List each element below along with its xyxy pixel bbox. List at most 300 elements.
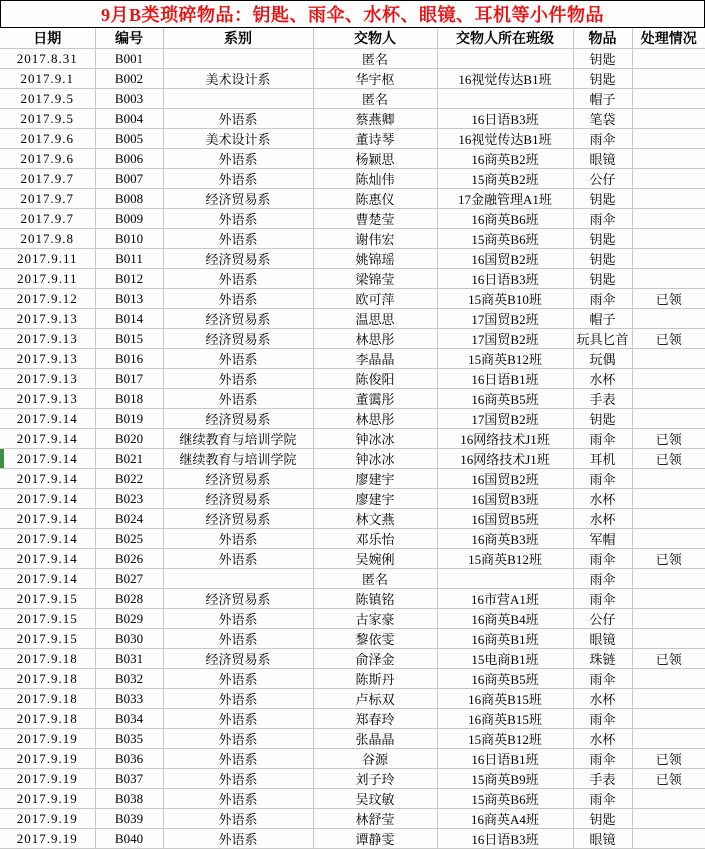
cell-status[interactable]: [632, 349, 705, 369]
cell-date[interactable]: 2017.9.19: [0, 749, 95, 769]
cell-item[interactable]: 雨伞: [573, 789, 632, 809]
cell-date[interactable]: 2017.9.13: [0, 309, 95, 329]
cell-item[interactable]: 帽子: [573, 89, 632, 109]
cell-date[interactable]: 2017.9.18: [0, 649, 95, 669]
cell-id[interactable]: B029: [95, 609, 163, 629]
cell-person[interactable]: 林思彤: [313, 329, 437, 349]
cell-person[interactable]: 陈斯丹: [313, 669, 437, 689]
cell-person[interactable]: 姚锦瑶: [313, 249, 437, 269]
cell-date[interactable]: 2017.9.14: [0, 449, 95, 469]
cell-id[interactable]: B027: [95, 569, 163, 589]
cell-item[interactable]: 雨伞: [573, 209, 632, 229]
cell-item[interactable]: 雨伞: [573, 749, 632, 769]
cell-item[interactable]: 钥匙: [573, 809, 632, 829]
cell-person[interactable]: 谭静雯: [313, 829, 437, 849]
cell-class[interactable]: 15商英B12班: [437, 729, 573, 749]
cell-dept[interactable]: 外语系: [163, 109, 313, 129]
cell-id[interactable]: B004: [95, 109, 163, 129]
cell-class[interactable]: 16国贸B2班: [437, 469, 573, 489]
cell-date[interactable]: 2017.9.14: [0, 429, 95, 449]
cell-person[interactable]: 刘子玲: [313, 769, 437, 789]
cell-dept[interactable]: 经济贸易系: [163, 309, 313, 329]
cell-id[interactable]: B028: [95, 589, 163, 609]
cell-item[interactable]: 雨伞: [573, 549, 632, 569]
cell-date[interactable]: 2017.9.18: [0, 709, 95, 729]
cell-dept[interactable]: 继续教育与培训学院: [163, 429, 313, 449]
cell-item[interactable]: 公仔: [573, 609, 632, 629]
cell-date[interactable]: 2017.9.7: [0, 189, 95, 209]
cell-class[interactable]: 16商英B3班: [437, 529, 573, 549]
cell-id[interactable]: B023: [95, 489, 163, 509]
cell-id[interactable]: B001: [95, 49, 163, 69]
cell-class[interactable]: 16日语B3班: [437, 269, 573, 289]
cell-item[interactable]: 眼镜: [573, 149, 632, 169]
title-cell[interactable]: [0, 0, 705, 28]
cell-person[interactable]: 吴玟敏: [313, 789, 437, 809]
table-row: [0, 389, 705, 409]
cell-id[interactable]: B006: [95, 149, 163, 169]
cell-dept[interactable]: 外语系: [163, 349, 313, 369]
cell-date[interactable]: 2017.9.19: [0, 729, 95, 749]
cell-item[interactable]: 水杯: [573, 689, 632, 709]
cell-class[interactable]: 16商英B15班: [437, 689, 573, 709]
header-status[interactable]: 处理情况: [632, 28, 705, 49]
cell-class[interactable]: 16商英B1班: [437, 629, 573, 649]
cell-item[interactable]: 水杯: [573, 729, 632, 749]
cell-status[interactable]: [632, 689, 705, 709]
cell-person[interactable]: 董诗琴: [313, 129, 437, 149]
cell-status[interactable]: [632, 249, 705, 269]
cell-class[interactable]: 16网络技术J1班: [437, 449, 573, 469]
cell-id[interactable]: B039: [95, 809, 163, 829]
cell-dept[interactable]: 外语系: [163, 769, 313, 789]
cell-status[interactable]: 已领: [632, 329, 705, 349]
cell-item[interactable]: 钥匙: [573, 269, 632, 289]
cell-id[interactable]: B036: [95, 749, 163, 769]
cell-item[interactable]: 雨伞: [573, 669, 632, 689]
header-person[interactable]: 交物人: [313, 28, 437, 49]
cell-date[interactable]: 2017.9.13: [0, 369, 95, 389]
cell-class[interactable]: 16视觉传达B1班: [437, 69, 573, 89]
cell-status[interactable]: 已领: [632, 649, 705, 669]
cell-item[interactable]: 雨伞: [573, 289, 632, 309]
cell-item[interactable]: 手表: [573, 389, 632, 409]
cell-person[interactable]: 陈惠仪: [313, 189, 437, 209]
cell-date[interactable]: 2017.9.6: [0, 129, 95, 149]
cell-id[interactable]: B033: [95, 689, 163, 709]
cell-item[interactable]: 帽子: [573, 309, 632, 329]
cell-dept[interactable]: 外语系: [163, 389, 313, 409]
cell-date[interactable]: 2017.9.15: [0, 629, 95, 649]
cell-item[interactable]: 水杯: [573, 489, 632, 509]
cell-date[interactable]: 2017.9.5: [0, 109, 95, 129]
cell-date[interactable]: 2017.9.13: [0, 389, 95, 409]
cell-date[interactable]: 2017.9.19: [0, 829, 95, 849]
cell-person[interactable]: 钟冰冰: [313, 449, 437, 469]
cell-person[interactable]: 匿名: [313, 89, 437, 109]
table-row: [0, 129, 705, 149]
table-row: [0, 49, 705, 69]
cell-dept[interactable]: 外语系: [163, 269, 313, 289]
cell-person[interactable]: 卢标双: [313, 689, 437, 709]
cell-item[interactable]: 手表: [573, 769, 632, 789]
cell-id[interactable]: B018: [95, 389, 163, 409]
cell-class[interactable]: 15商英B12班: [437, 349, 573, 369]
cell-person[interactable]: 谢伟宏: [313, 229, 437, 249]
cell-status[interactable]: [632, 509, 705, 529]
cell-status[interactable]: 已领: [632, 549, 705, 569]
cell-status[interactable]: [632, 829, 705, 849]
cell-item[interactable]: 钥匙: [573, 189, 632, 209]
cell-date[interactable]: 2017.9.12: [0, 289, 95, 309]
cell-class[interactable]: 16日语B1班: [437, 749, 573, 769]
cell-class[interactable]: 17金融管理A1班: [437, 189, 573, 209]
cell-dept[interactable]: 经济贸易系: [163, 649, 313, 669]
cell-date[interactable]: 2017.9.18: [0, 669, 95, 689]
cell-class[interactable]: [437, 49, 573, 69]
cell-status[interactable]: [632, 709, 705, 729]
cell-id[interactable]: B005: [95, 129, 163, 149]
header-dept[interactable]: 系别: [163, 28, 313, 49]
cell-id[interactable]: B037: [95, 769, 163, 789]
cell-item[interactable]: 雨伞: [573, 469, 632, 489]
cell-person[interactable]: 廖建宇: [313, 469, 437, 489]
cell-dept[interactable]: 经济贸易系: [163, 189, 313, 209]
cell-status[interactable]: [632, 569, 705, 589]
cell-id[interactable]: B021: [95, 449, 163, 469]
cell-class[interactable]: 17国贸B2班: [437, 309, 573, 329]
cell-date[interactable]: 2017.9.14: [0, 569, 95, 589]
cell-status[interactable]: [632, 49, 705, 69]
cell-item[interactable]: 水杯: [573, 369, 632, 389]
cell-date[interactable]: 2017.9.18: [0, 689, 95, 709]
cell-dept[interactable]: 外语系: [163, 669, 313, 689]
cell-class[interactable]: 15商英B9班: [437, 769, 573, 789]
cell-id[interactable]: B022: [95, 469, 163, 489]
cell-class[interactable]: 17国贸B2班: [437, 409, 573, 429]
cell-class[interactable]: 16商英B15班: [437, 709, 573, 729]
cell-status[interactable]: [632, 229, 705, 249]
cell-date[interactable]: 2017.9.13: [0, 329, 95, 349]
cell-date[interactable]: 2017.9.7: [0, 209, 95, 229]
cell-person[interactable]: 欧可萍: [313, 289, 437, 309]
header-id[interactable]: 编号: [95, 28, 163, 49]
cell-person[interactable]: 匿名: [313, 569, 437, 589]
cell-id[interactable]: B002: [95, 69, 163, 89]
cell-status[interactable]: [632, 589, 705, 609]
cell-person[interactable]: 梁锦莹: [313, 269, 437, 289]
cell-id[interactable]: B009: [95, 209, 163, 229]
cell-date[interactable]: 2017.9.19: [0, 769, 95, 789]
cell-person[interactable]: 林舒莹: [313, 809, 437, 829]
cell-status[interactable]: [632, 469, 705, 489]
cell-id[interactable]: B014: [95, 309, 163, 329]
cell-person[interactable]: 陈俊阳: [313, 369, 437, 389]
cell-person[interactable]: 陈灿伟: [313, 169, 437, 189]
cell-person[interactable]: 杨颖思: [313, 149, 437, 169]
cell-id[interactable]: B010: [95, 229, 163, 249]
cell-item[interactable]: 雨伞: [573, 589, 632, 609]
header-class[interactable]: 交物人所在班级: [437, 28, 573, 49]
cell-class[interactable]: 15商英B6班: [437, 229, 573, 249]
cell-item[interactable]: 水杯: [573, 509, 632, 529]
cell-date[interactable]: 2017.9.14: [0, 529, 95, 549]
cell-person[interactable]: 李晶晶: [313, 349, 437, 369]
cell-item[interactable]: 雨伞: [573, 429, 632, 449]
cell-date[interactable]: 2017.9.7: [0, 169, 95, 189]
cell-class[interactable]: 16网络技术J1班: [437, 429, 573, 449]
cell-date[interactable]: 2017.9.19: [0, 789, 95, 809]
cell-id[interactable]: B031: [95, 649, 163, 669]
cell-item[interactable]: 钥匙: [573, 49, 632, 69]
cell-date[interactable]: 2017.8.31: [0, 49, 95, 69]
cell-item[interactable]: 雨伞: [573, 709, 632, 729]
cell-id[interactable]: B012: [95, 269, 163, 289]
cell-class[interactable]: 16商英B5班: [437, 669, 573, 689]
cell-person[interactable]: 陈镇铭: [313, 589, 437, 609]
cell-status[interactable]: [632, 609, 705, 629]
cell-class[interactable]: 16日语B3班: [437, 109, 573, 129]
cell-dept[interactable]: 外语系: [163, 729, 313, 749]
cell-date[interactable]: 2017.9.5: [0, 89, 95, 109]
cell-dept[interactable]: 外语系: [163, 209, 313, 229]
cell-status[interactable]: [632, 369, 705, 389]
cell-id[interactable]: B013: [95, 289, 163, 309]
cell-dept[interactable]: 外语系: [163, 829, 313, 849]
cell-person[interactable]: 林文燕: [313, 509, 437, 529]
cell-class[interactable]: 16日语B1班: [437, 369, 573, 389]
cell-item[interactable]: 军帽: [573, 529, 632, 549]
cell-date[interactable]: 2017.9.11: [0, 249, 95, 269]
cell-dept[interactable]: [163, 49, 313, 69]
cell-person[interactable]: 黎依雯: [313, 629, 437, 649]
cell-person[interactable]: 古家豪: [313, 609, 437, 629]
cell-id[interactable]: B011: [95, 249, 163, 269]
cell-item[interactable]: 钥匙: [573, 69, 632, 89]
cell-date[interactable]: 2017.9.19: [0, 809, 95, 829]
cell-id[interactable]: B032: [95, 669, 163, 689]
cell-class[interactable]: 17国贸B2班: [437, 329, 573, 349]
cell-dept[interactable]: [163, 89, 313, 109]
page-title: 9月B类琐碎物品：钥匙、雨伞、水杯、眼镜、耳机等小件物品: [100, 5, 604, 25]
cell-dept[interactable]: 外语系: [163, 549, 313, 569]
cell-date[interactable]: 2017.9.15: [0, 609, 95, 629]
cell-date[interactable]: 2017.9.15: [0, 589, 95, 609]
cell-class[interactable]: 16商英B5班: [437, 389, 573, 409]
cell-date[interactable]: 2017.9.14: [0, 489, 95, 509]
cell-status[interactable]: [632, 809, 705, 829]
cell-date[interactable]: 2017.9.14: [0, 409, 95, 429]
cell-item[interactable]: 耳机: [573, 449, 632, 469]
table-row: [0, 329, 705, 349]
cell-id[interactable]: B025: [95, 529, 163, 549]
cell-status[interactable]: [632, 149, 705, 169]
cell-id[interactable]: B038: [95, 789, 163, 809]
cell-date[interactable]: 2017.9.1: [0, 69, 95, 89]
cell-item[interactable]: 玩具匕首: [573, 329, 632, 349]
cell-dept[interactable]: 美术设计系: [163, 69, 313, 89]
cell-class[interactable]: [437, 89, 573, 109]
cell-date[interactable]: 2017.9.14: [0, 549, 95, 569]
cell-id[interactable]: B020: [95, 429, 163, 449]
cell-id[interactable]: B007: [95, 169, 163, 189]
cell-date[interactable]: 2017.9.14: [0, 509, 95, 529]
cell-person[interactable]: 曹楚莹: [313, 209, 437, 229]
cell-id[interactable]: B016: [95, 349, 163, 369]
cell-status[interactable]: [632, 209, 705, 229]
cell-id[interactable]: B034: [95, 709, 163, 729]
cell-dept[interactable]: 外语系: [163, 229, 313, 249]
cell-id[interactable]: B026: [95, 549, 163, 569]
cell-class[interactable]: 15商英B12班: [437, 549, 573, 569]
cell-status[interactable]: [632, 109, 705, 129]
cell-dept[interactable]: 外语系: [163, 289, 313, 309]
cell-status[interactable]: [632, 669, 705, 689]
cell-status[interactable]: [632, 409, 705, 429]
cell-id[interactable]: B015: [95, 329, 163, 349]
cell-date[interactable]: 2017.9.6: [0, 149, 95, 169]
cell-status[interactable]: 已领: [632, 449, 705, 469]
cell-status[interactable]: [632, 189, 705, 209]
header-item[interactable]: 物品: [573, 28, 632, 49]
cell-id[interactable]: B019: [95, 409, 163, 429]
cell-id[interactable]: B040: [95, 829, 163, 849]
cell-status[interactable]: [632, 629, 705, 649]
cell-id[interactable]: B017: [95, 369, 163, 389]
cell-dept[interactable]: 经济贸易系: [163, 509, 313, 529]
cell-class[interactable]: 16商英B6班: [437, 209, 573, 229]
cell-id[interactable]: B003: [95, 89, 163, 109]
cell-dept[interactable]: 经济贸易系: [163, 409, 313, 429]
cell-date[interactable]: 2017.9.13: [0, 349, 95, 369]
cell-item[interactable]: 雨伞: [573, 129, 632, 149]
cell-dept[interactable]: 外语系: [163, 609, 313, 629]
cell-id[interactable]: B030: [95, 629, 163, 649]
table-row: [0, 569, 705, 589]
cell-person[interactable]: 邓乐怡: [313, 529, 437, 549]
cell-status[interactable]: 已领: [632, 769, 705, 789]
cell-class[interactable]: 16商英A4班: [437, 809, 573, 829]
cell-person[interactable]: 张晶晶: [313, 729, 437, 749]
cell-dept[interactable]: 外语系: [163, 149, 313, 169]
cell-status[interactable]: 已领: [632, 289, 705, 309]
cell-item[interactable]: 钥匙: [573, 409, 632, 429]
cell-status[interactable]: [632, 389, 705, 409]
cell-status[interactable]: 已领: [632, 429, 705, 449]
cell-id[interactable]: B024: [95, 509, 163, 529]
cell-class[interactable]: 16国贸B2班: [437, 249, 573, 269]
cell-id[interactable]: B035: [95, 729, 163, 749]
table-row: [0, 109, 705, 129]
cell-dept[interactable]: 经济贸易系: [163, 249, 313, 269]
cell-dept[interactable]: 经济贸易系: [163, 469, 313, 489]
cell-item[interactable]: 钥匙: [573, 229, 632, 249]
cell-dept[interactable]: 外语系: [163, 749, 313, 769]
cell-date[interactable]: 2017.9.14: [0, 469, 95, 489]
table-row: [0, 149, 705, 169]
cell-status[interactable]: 已领: [632, 749, 705, 769]
cell-dept[interactable]: 外语系: [163, 369, 313, 389]
cell-dept[interactable]: 外语系: [163, 689, 313, 709]
cell-person[interactable]: 谷源: [313, 749, 437, 769]
cell-date[interactable]: 2017.9.8: [0, 229, 95, 249]
cell-person[interactable]: 廖建宇: [313, 489, 437, 509]
cell-status[interactable]: [632, 529, 705, 549]
cell-status[interactable]: [632, 89, 705, 109]
cell-status[interactable]: [632, 129, 705, 149]
cell-class[interactable]: 16商英B2班: [437, 149, 573, 169]
cell-dept[interactable]: 外语系: [163, 529, 313, 549]
cell-status[interactable]: [632, 69, 705, 89]
cell-item[interactable]: 眼镜: [573, 829, 632, 849]
cell-item[interactable]: 钥匙: [573, 249, 632, 269]
cell-class[interactable]: 15商英B6班: [437, 789, 573, 809]
cell-dept[interactable]: 外语系: [163, 629, 313, 649]
cell-class[interactable]: 16视觉传达B1班: [437, 129, 573, 149]
cell-class[interactable]: 16商英B4班: [437, 609, 573, 629]
table-row: [0, 629, 705, 649]
cell-person[interactable]: 温思思: [313, 309, 437, 329]
table-row: [0, 649, 705, 669]
cell-item[interactable]: 眼镜: [573, 629, 632, 649]
cell-dept[interactable]: 经济贸易系: [163, 329, 313, 349]
cell-class[interactable]: 15商英B10班: [437, 289, 573, 309]
cell-status[interactable]: [632, 729, 705, 749]
header-date[interactable]: 日期: [0, 28, 95, 49]
cell-person[interactable]: 匿名: [313, 49, 437, 69]
cell-person[interactable]: 郑春玲: [313, 709, 437, 729]
cell-status[interactable]: [632, 309, 705, 329]
cell-dept[interactable]: 经济贸易系: [163, 489, 313, 509]
cell-dept[interactable]: 外语系: [163, 809, 313, 829]
cell-dept[interactable]: [163, 569, 313, 589]
cell-class[interactable]: 16日语B3班: [437, 829, 573, 849]
cell-item[interactable]: 珠链: [573, 649, 632, 669]
cell-person[interactable]: 华宇枢: [313, 69, 437, 89]
cell-class[interactable]: 16市营A1班: [437, 589, 573, 609]
cell-person[interactable]: 蔡燕卿: [313, 109, 437, 129]
cell-person[interactable]: 吴婉俐: [313, 549, 437, 569]
cell-person[interactable]: 林思彤: [313, 409, 437, 429]
cell-dept[interactable]: 美术设计系: [163, 129, 313, 149]
cell-dept[interactable]: 经济贸易系: [163, 589, 313, 609]
cell-class[interactable]: 15商英B2班: [437, 169, 573, 189]
cell-item[interactable]: 雨伞: [573, 569, 632, 589]
cell-class[interactable]: [437, 569, 573, 589]
cell-class[interactable]: 16国贸B3班: [437, 489, 573, 509]
cell-person[interactable]: 钟冰冰: [313, 429, 437, 449]
cell-status[interactable]: [632, 269, 705, 289]
cell-person[interactable]: 董霭彤: [313, 389, 437, 409]
cell-item[interactable]: 笔袋: [573, 109, 632, 129]
cell-person[interactable]: 俞泽金: [313, 649, 437, 669]
cell-class[interactable]: 15电商B1班: [437, 649, 573, 669]
cell-id[interactable]: B008: [95, 189, 163, 209]
cell-dept[interactable]: 外语系: [163, 709, 313, 729]
table-row: [0, 449, 705, 469]
cell-date[interactable]: 2017.9.11: [0, 269, 95, 289]
table-row: [0, 89, 705, 109]
cell-status[interactable]: [632, 169, 705, 189]
cell-item[interactable]: 公仔: [573, 169, 632, 189]
cell-dept[interactable]: 外语系: [163, 169, 313, 189]
cell-dept[interactable]: 外语系: [163, 789, 313, 809]
cell-class[interactable]: 16国贸B5班: [437, 509, 573, 529]
cell-dept[interactable]: 继续教育与培训学院: [163, 449, 313, 469]
cell-status[interactable]: [632, 789, 705, 809]
cell-item[interactable]: 玩偶: [573, 349, 632, 369]
cell-status[interactable]: [632, 489, 705, 509]
